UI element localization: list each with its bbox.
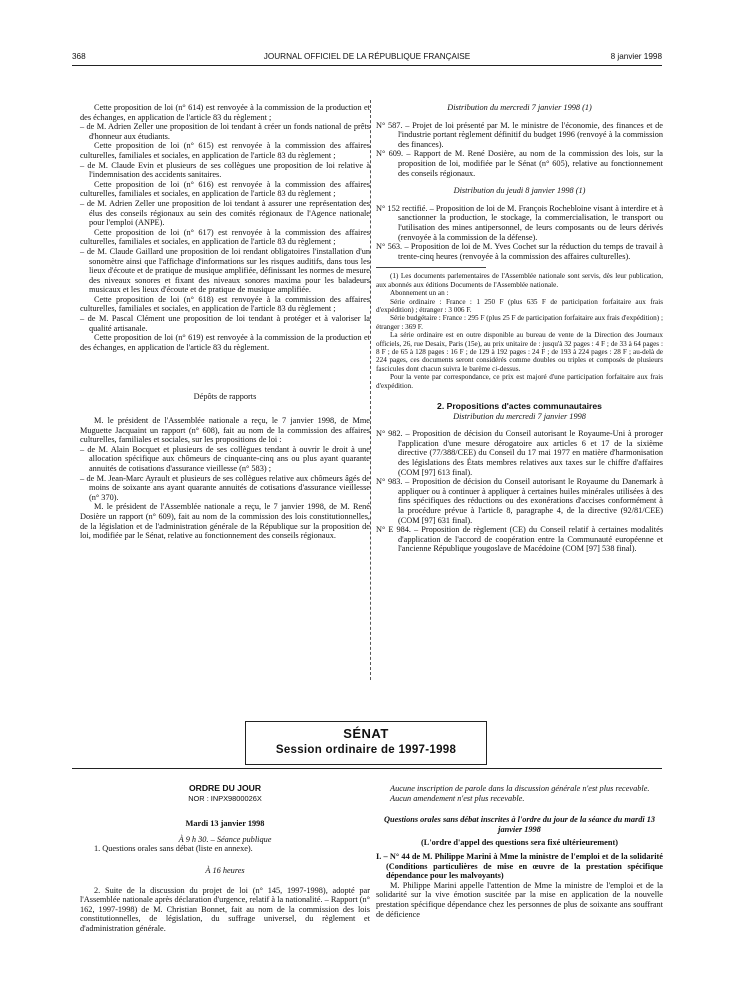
document-entry: N° E 984. – Proposition de règlement (CE) du Conseil relatif à certaines modalités d'application de l'accord de coopération entre la Communauté européenne et l'ancienne République yougoslave de Macédoine (COM [97] 538 final). xyxy=(376,525,663,554)
journal-title: JOURNAL OFFICIEL DE LA RÉPUBLIQUE FRANÇAISE xyxy=(263,52,471,61)
list-item: – de M. Jean-Marc Ayrault et plusieurs de ses collègues relative aux chômeurs âgés de moins de soixante ans ayant quarante annuités de cotisations d'assurance vieillesse (n° 370). xyxy=(80,473,370,502)
document-entry: N° 982. – Proposition de décision du Conseil autorisant le Royaume-Uni à proroger l'application d'une mesure dérogatoire aux articles 6 et 17 de la sixième directive (77/388/CEE) du Conseil du 17 mai 1977 en matière d'harmonisation des législations des États membres relatives aux taxes sur le chiffre d'affaires (COM [97] 613 final). xyxy=(376,429,663,477)
question-body: M. Philippe Marini appelle l'attention de Mme la ministre de l'emploi et de la solidarité sur la vive émotion suscitée par la mise en application de la nouvelle prestation spécifique dépendance chez les personnes de plus de soixante ans souffrant de déficience xyxy=(376,880,663,919)
document-entry: N° 609. – Rapport de M. René Dosière, au nom de la commission des lois, sur la proposition de loi, modifiée par le Sénat (n° 605), relative au fonctionnement des conseils régionaux. xyxy=(376,149,663,178)
list-item: – de M. Alain Bocquet et plusieurs de ses collègues tendant à ouvrir le droit à une allocation spécifique aux chômeurs de cinquante-cinq ans ou plus ayant quarante annuités de cotisations d'assurance vieillesse (n° 583) ; xyxy=(80,444,370,473)
agenda-heading: ORDRE DU JOUR xyxy=(188,783,262,793)
order-note: (L'ordre d'appel des questions sera fixé ultérieurement) xyxy=(421,838,618,848)
document-entry: N° 563. – Proposition de loi de M. Yves Cochet sur la réduction du temps de travail à trente-cinq heures (renvoyée à la commission des affaires culturelles). xyxy=(376,242,663,261)
footnote xyxy=(376,272,663,390)
question-heading: I. – N° 44 de M. Philippe Marini à Mme la ministre de l'emploi et de la solidarité (Conditions particulières de mise en œuvre de la prestation spécifique dépendance pour les malvoyants) xyxy=(376,851,663,881)
section-rule xyxy=(72,768,662,769)
paragraph: Aucune inscription de parole dans la discussion générale n'est plus recevable. xyxy=(390,784,650,793)
page-number: 368 xyxy=(72,52,86,61)
session-title: Session ordinaire de 1997-1998 xyxy=(275,744,457,756)
annex-column xyxy=(376,784,663,919)
paragraph: Cette proposition de loi (n° 619) est renvoyée à la commission de la production et des échanges, en application de l'article 83 du règlement. xyxy=(80,333,370,352)
list-item: – de M. Claude Evin et plusieurs de ses collègues une proposition de loi relative à l'indemnisation des accidents sanitaires. xyxy=(80,160,370,180)
page-header xyxy=(72,52,662,66)
footnote-rule xyxy=(376,267,486,268)
footnote-text: (1) Les documents parlementaires de l'Assemblée nationale sont servis, dès leur publication, aux abonnés aux éditions Documents de l'Assemblée nationale. xyxy=(376,272,663,289)
questions-title: Questions orales sans débat inscrites à l'ordre du jour de la séance du mardi 13 janvier 1998 xyxy=(383,815,656,834)
footnote-text: Série budgétaire : France : 295 F (plus 25 F de participation forfaitaire aux frais d'expédition) ; étranger : 369 F. xyxy=(376,314,663,331)
agenda-column xyxy=(80,784,370,934)
agenda-item: 1. Questions orales sans débat (liste en annexe). xyxy=(94,844,253,854)
right-column xyxy=(376,103,663,554)
distribution-heading: Distribution du jeudi 8 janvier 1998 (1) xyxy=(453,186,586,196)
footnote-text: Abonnement un an : xyxy=(390,289,449,298)
senat-title: SÉNAT xyxy=(343,726,389,741)
list-item: – de M. Adrien Zeller une proposition de loi tendant à assurer une représentation des élus des conseils régionaux au sein des comités régionaux de l'Agence nationale pour l'emploi (ANPE). xyxy=(80,198,370,228)
paragraph: Cette proposition de loi (n° 617) est renvoyée à la commission des affaires culturelles, familiales et sociales, en application de l'article 83 du règlement ; xyxy=(80,227,370,247)
nor-reference: NOR : INPX9800026X xyxy=(188,793,262,803)
agenda-date: Mardi 13 janvier 1998 xyxy=(185,819,265,829)
document-entry: N° 983. – Proposition de décision du Conseil autorisant le Royaume du Danemark à appliquer ou à continuer à appliquer à certaines huiles minérales utilisées à des fins spécifiques des réductions ou des exonérations d'accises conformément à la procédure prévue à l'article 8, paragraphe 4, de la directive (92/81/CEE) (COM [97] 631 final). xyxy=(376,477,663,525)
agenda-time: À 9 h 30. – Séance publique xyxy=(178,834,272,844)
issue-date: 8 janvier 1998 xyxy=(610,52,662,61)
document-entry: N° 587. – Projet de loi présenté par M. le ministre de l'économie, des finances et de l'industrie portant règlement définitif du budget 1996 (renvoyé à la commission des finances). xyxy=(376,120,663,149)
section-heading: 2. Propositions d'actes communautaires xyxy=(437,401,602,411)
paragraph: M. le président de l'Assemblée nationale a reçu, le 7 janvier 1998, de Mme Muguette Jacquaint un rapport (n° 608), fait au nom de la commission des affaires culturelles, familiales et sociales, sur les propositions de loi : xyxy=(80,416,370,445)
agenda-item: 2. Suite de la discussion du projet de loi (n° 145, 1997-1998), adopté par l'Assemblée nationale après déclaration d'urgence, relatif à la nationalité. – Rapport (n° 162, 1997-1998) de M. Christian Bonnet, fait au nom de la commission des lois constitutionnelles, de législation, du suffrage universel, du règlement et d'administration générale. xyxy=(80,885,370,933)
section-heading: Dépôts de rapports xyxy=(193,392,257,402)
list-item: – de M. Pascal Clément une proposition de loi tendant à protéger et à valoriser la qualité artisanale. xyxy=(80,314,370,333)
paragraph: Aucun amendement n'est plus recevable. xyxy=(390,793,525,803)
paragraph: M. le président de l'Assemblée nationale a reçu, le 7 janvier 1998, de M. René Dosière un rapport (n° 609), fait au nom de la commission des lois constitutionnelles, de la législation et de l'administration générale de la République sur la proposition de loi, modifiée par le Sénat, relative au fonctionnement des conseils régionaux. xyxy=(80,502,370,541)
agenda-time: À 16 heures xyxy=(205,865,245,875)
paragraph: Cette proposition de loi (n° 615) est renvoyée à la commission des affaires culturelles, familiales et sociales, en application de l'article 83 du règlement ; xyxy=(80,141,370,160)
column-divider xyxy=(370,100,371,680)
distribution-heading: Distribution du mercredi 7 janvier 1998 (1) xyxy=(447,103,592,112)
document-entry: N° 152 rectifié. – Proposition de loi de M. François Rochebloine visant à interdire et à sanctionner la production, le stockage, la commercialisation, le transport ou l'utilisation des mines antipersonnel, de leurs composants ou de leurs dérivés (renvoyée à la commission de la défense). xyxy=(376,203,663,242)
footnote-text: Pour la vente par correspondance, ce prix est majoré d'une participation forfaitaire aux frais d'expédition. xyxy=(376,373,663,390)
senat-banner xyxy=(245,721,487,765)
paragraph: Cette proposition de loi (n° 614) est renvoyée à la commission de la production et des échanges, en application de l'article 83 du règlement ; xyxy=(80,103,370,122)
list-item: – de M. Adrien Zeller une proposition de loi tendant à créer un fonds national de prêts d'honneur aux étudiants. xyxy=(80,122,370,141)
paragraph: Cette proposition de loi (n° 618) est renvoyée à la commission des affaires culturelles, familiales et sociales, en application de l'article 83 du règlement ; xyxy=(80,294,370,314)
header-rule xyxy=(72,65,662,66)
footnote-text: Série ordinaire : France : 1 250 F (plus 635 F de participation forfaitaire aux frais d'expédition) ; étranger : 3 006 F. xyxy=(376,297,663,314)
left-column xyxy=(80,103,370,541)
distribution-heading: Distribution du mercredi 7 janvier 1998 xyxy=(453,411,586,421)
paragraph: Cette proposition de loi (n° 616) est renvoyée à la commission des affaires culturelles, familiales et sociales, en application de l'article 83 du règlement ; xyxy=(80,179,370,199)
list-item: – de M. Claude Gaillard une proposition de loi rendant obligatoires l'installation d'un sonomètre ainsi que l'affichage d'informations sur les risques auditifs, dans tous les lieux d'écoute et de pratique de musique amplifiée, définissant les normes de mesure des niveaux sonores et fixant des niveaux sonores maxima pour les baladeurs musicaux et les lieux d'écoute et de pratique de musique amplifiée. xyxy=(80,246,370,295)
footnote-text: La série ordinaire est en outre disponible au bureau de vente de la Direction des Journaux officiels, 26, rue Desaix, Paris (15e), au prix unitaire de : jusqu'à 32 pages : 4 F ; de 33 à 64 pages : 8 F ; de 65 à 128 pages : 16 F ; de 129 à 192 pages : 24 F ; de 193 à 224 pages : 28 F ; au-delà de 224 pages, ces documents seront considérés comme doubles ou triples et composés de plusieurs fascicules dont chacun suivra le barème ci-dessus. xyxy=(376,331,663,373)
